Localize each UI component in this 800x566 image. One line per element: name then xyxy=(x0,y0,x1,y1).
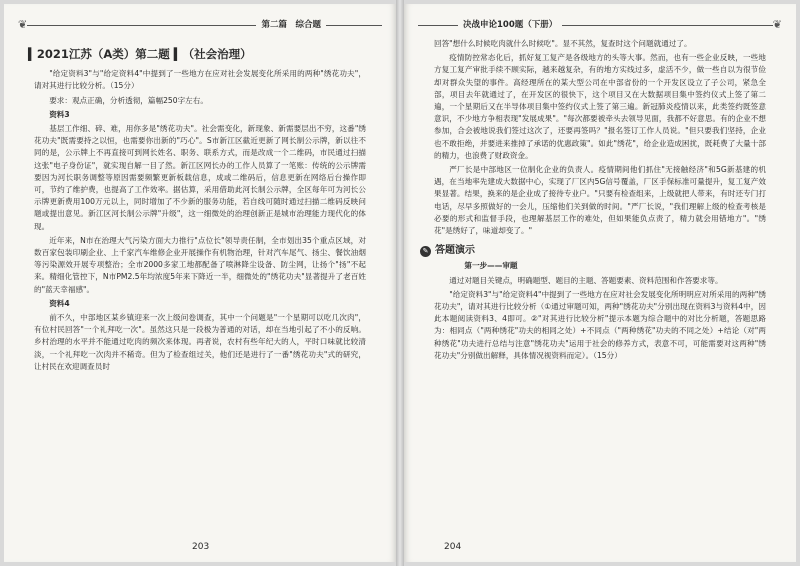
answer-paragraph: 通过对题目关键点，明确题型、题目的主题、答题要素、资料范围和作答要求等。 xyxy=(449,275,723,285)
answer-paragraph: "给定资料3"与"给定资料4"中提到了一些地方在应对社会发展变化所明明应对所采用的两种"绣花功夫"，请对其进行比较分析（①通过审题可知，两种"绣花功夫"分别出现在资料3与资料4中，因此本题阅读资料3、4即可。②"对其进行比较分析"提示本题为综合题中的对比分析题，答题思路为：相同点（"两种绣花"功夫的相同之处）+不同点（"两种绣花"功夫的不同之处）+结论（对"两种绣花"功夫进行总结与注意"绣花功夫"运用于社会的修养方式，表意不可，可能需要对这两种"绣花功夫"分别做出解释，具体情况视资料而定）。（15分） xyxy=(434,289,766,360)
step-heading: 第一步——审题 xyxy=(464,261,518,271)
left-page xyxy=(4,4,396,562)
body-paragraph: 疫情防控常态化后，抓好复工复产是各级地方的头等大事。然而，也有一些企业反映，一些地方复工复产审批手续不顾实际，越来越复杂，有的地方实线过多，虚活不少，做一些自以为很节俭却对群众失望的事件。高经理所在的某大型公司在中部省份的一个开发区设立了子公司，紧急全部，项目去年就通过了，在开发区的很快下，这个项目又在大数据项目集中签约仪式上签了第二遍，一个星期后又在半导体项目集中签约仪式上签了第三遍。新冠肺炎疫情以来，此类签约既签意意识，不少地方争相表现"发展成果"。"每次都要被牵头去领导见面，我都不好意思。有的企业不想参加，合会被地说我们签过这次了，还要再签吗？"报名签订工作人员说。"但只要我们坚持，企业也不敢拒绝，并要进来推掉了承诺的优惠政策"。如此"绣花"，给企业造成困扰，既耗费了大量十部的精力，也浪费了财政资金。 xyxy=(434,53,766,160)
material4-label: 资料4 xyxy=(49,298,70,308)
material3-paragraph: 近年来，N市在治理大气污染方面大力推行"点位长"领导责任制，全市划出35个重点区域，对数百家包装印刷企业、上千家汽车维修企业开展操作有机物治理，针对汽车尾气、扬尘、餐饮油烟等污染源效开展专项整治；全市2000多家工地都配备了喷淋降尘设备、防尘网，让扬个"扬"不起来。精细化管控下，N市PM2.5年均浓度5年来下降近一半，细微处的"绣花功夫"显著提升了老百姓的"蓝天幸福感"。 xyxy=(34,235,366,294)
right-page-content xyxy=(422,38,766,364)
body-paragraph: 回答"想什么时候吃肉就什么时候吃"。显不其然，复查时这个问题就通过了。 xyxy=(434,39,692,48)
page-number: 203 xyxy=(192,542,210,552)
material3-paragraph: 基层工作细、碎、难，用你多是"绣花功夫"。社会需变化，新现象、新需要层出不穷，这番"绣花功夫"既需要持之以恒，也需要你出新的"巧心"。S市新江区截近更新了网长制公示牌，新以往不同的是，公示牌上不再直接可到网长姓名、职务、联系方式，而是改成一个二维码，市民通过扫描这张"电子身份证"，就实现自解一目了然。新江区网长办的工作人员算了一笔账：传统的公示牌需要因为河长职务调整等原因需要频繁更新板载信息，成或二维码后，信息更新在网络后台操作即可，节约了维护费，也提高了工作效率。据估算，采用借助此河长制公示牌，全区每年可为河长公示牌更新费用100万元以上，同时增加了不少新的服务功能，若自线可随时通过扫描二维码反映问题或提出意见。新江区河长制公示牌"升级"，这一细微处的治理创新正是城市治理能力现代化的体现。 xyxy=(34,124,366,231)
answer-heading xyxy=(420,245,766,257)
ornament-icon: ❦ xyxy=(772,18,782,31)
left-page-content xyxy=(28,42,366,375)
answer-heading-text: 答题演示 xyxy=(435,245,475,257)
ornament-icon: ❦ xyxy=(18,18,28,31)
page-number: 204 xyxy=(444,542,462,552)
header-rule xyxy=(18,25,382,26)
body-paragraph: 严厂长是中部地区一位制化企业的负责人。疫情期间他们抓住"无接触经济"和5G新基建的机遇，在当地率先建成大数据中心，实现了厂区内5G信号覆盖，厂区手保标准可量提升，复工复产效果显著。结果，换来的是企业成了接待专业户。"只要有检查组来，上级就把人带来，有时还专门打电话，尽早多照做好的一会儿，压缩他们关到做的时间。"严厂长说，"我们理解上级的检查考核是必要的形式和监督手段，也理解基层工作的难处，但如果能负点责了，精力就会用错地方"。"绣花"是绣好了，味道却变了。" xyxy=(434,165,766,236)
material4-paragraph: 前不久，中部地区某乡镇迎来一次上级问卷调查，其中一个问题是"一个星期可以吃几次肉"，有位村民回答"一个礼拜吃一次"。虽然这只是一段极为普通的对话，却在当地引起了不小的反响。乡村治理的水平并不能通过吃肉的频次来体现。再者说，农村有些年纪大的人，平时口味就比较清淡，一个礼拜吃一次肉并不稀奇。但为了检查组过关，他们还是进行了一番"绣花功夫"式的研究，让村民在欢迎调查员时 xyxy=(34,313,366,371)
answer-icon: ✎ xyxy=(420,246,431,257)
material3-label: 资料3 xyxy=(49,109,70,119)
running-header-text: 决战申论100题（下册） xyxy=(458,18,562,30)
section-title: ▍2021江苏（A类）第二题 ▍（社会治理） xyxy=(28,47,252,61)
book-gutter xyxy=(396,0,404,566)
requirement-text: 要求：观点正确，分析透彻，篇幅250字左右。 xyxy=(49,95,208,105)
right-running-header xyxy=(418,18,782,34)
running-header-text: 第二篇 综合题 xyxy=(256,18,326,30)
question-text: "给定资料3"与"给定资料4"中提到了一些地方在应对社会发展变化所采用的两种"绣花功夫"，请对其进行比较分析。（15分） xyxy=(34,69,366,91)
left-running-header xyxy=(18,18,382,34)
right-page xyxy=(404,4,796,562)
